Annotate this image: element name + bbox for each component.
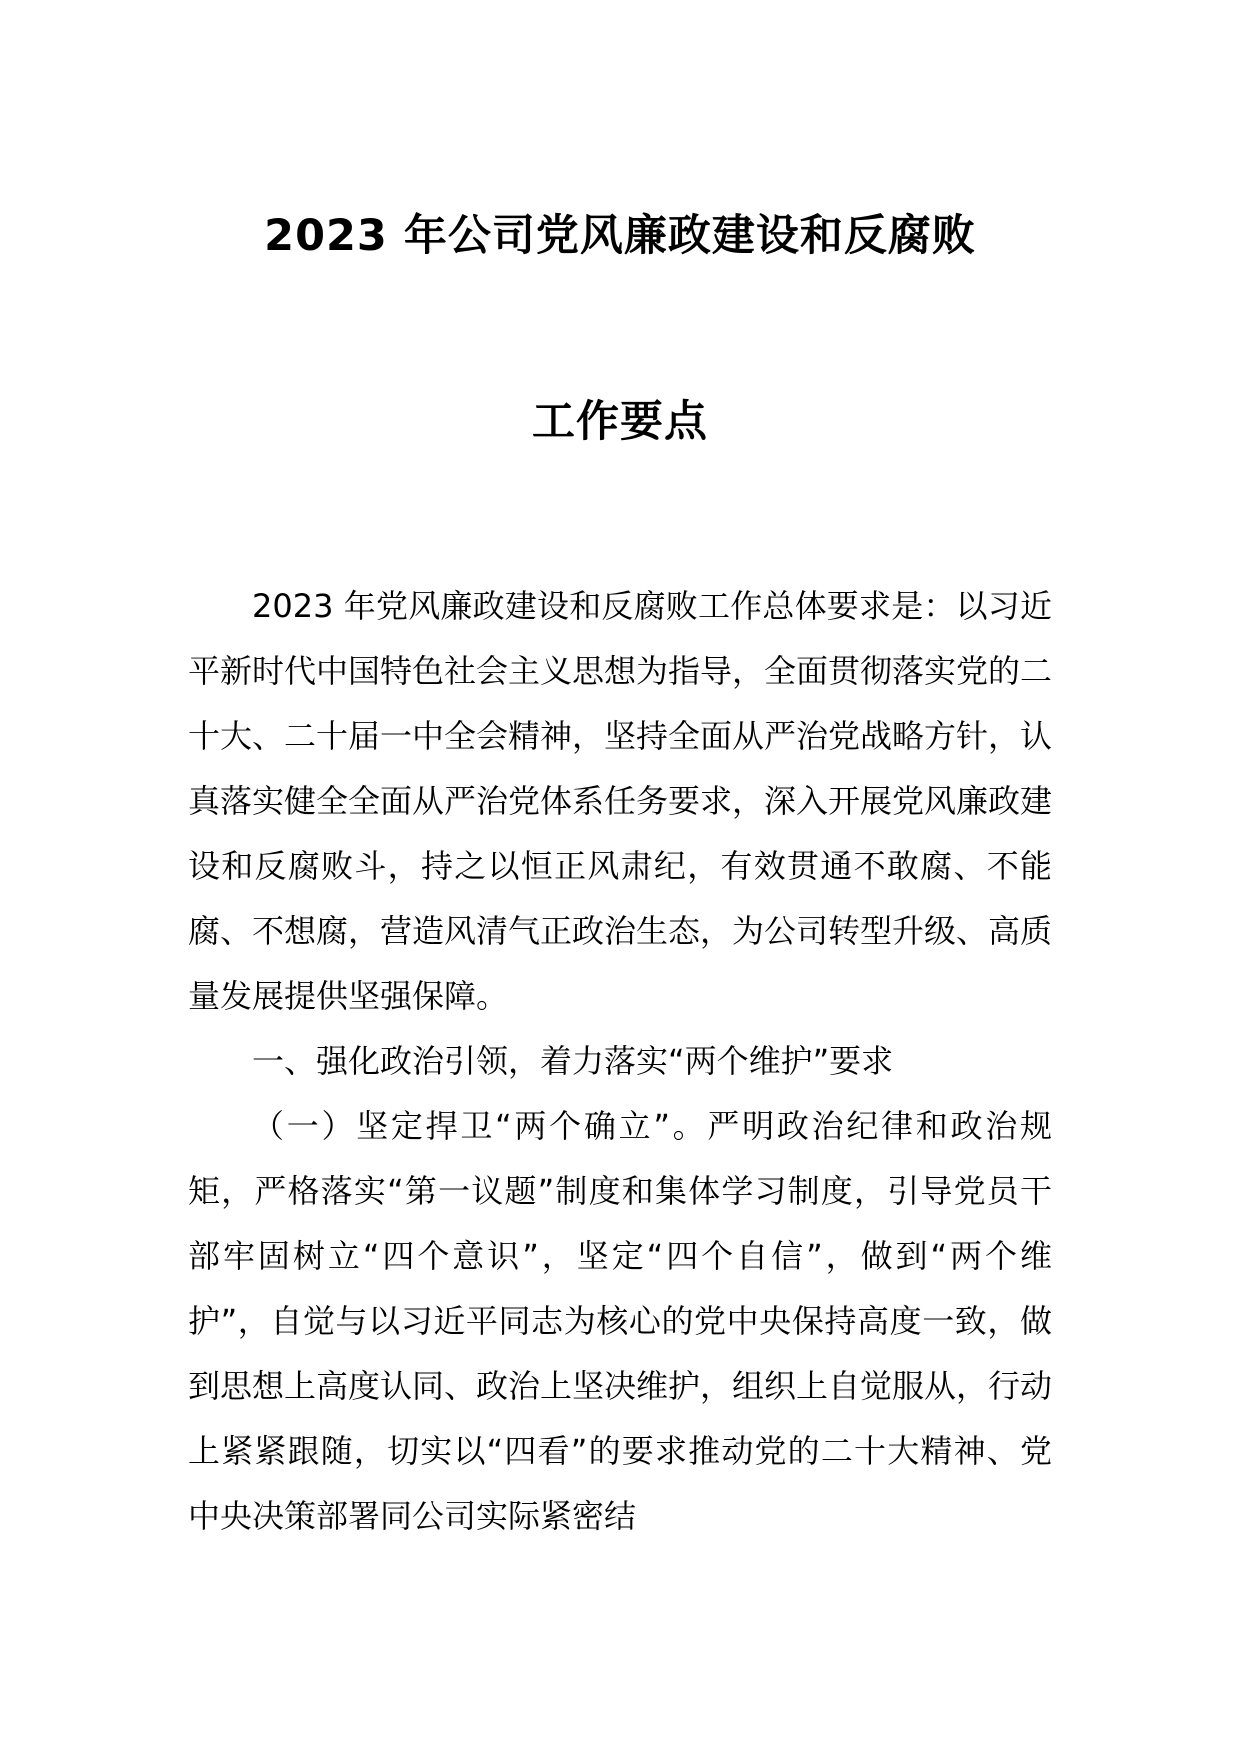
- document-title-line-2: 工作要点: [532, 397, 708, 447]
- paragraph-subsection-1: （一）坚定捍卫“两个确立”。严明政治纪律和政治规矩，严格落实“第一议题”制度和集体学习制度，引导党员干部牢固树立“四个意识”，坚定“四个自信”，做到“两个维护”，自觉与以习近平同志为核心的党中央保持高度一致，做到思想上高度认同、政治上坚决维护，组织上自觉服从，行动上紧紧跟随，切实以“四看”的要求推动党的二十大精神、党中央决策部署同公司实际紧密结: [188, 1107, 1053, 1535]
- document-body: [188, 574, 1052, 1549]
- paragraph-general-requirements: 2023 年党风廉政建设和反腐败工作总体要求是：以习近平新时代中国特色社会主义思想为指导，全面贯彻落实党的二十大、二十届一中全会精神，坚持全面从严治党战略方针，认真落实健全全面从严治党体系任务要求，深入开展党风廉政建设和反腐败斗，持之以恒正风肃纪，有效贯通不敢腐、不能腐、不想腐，营造风清气正政治生态，为公司转型升级、高质量发展提供坚强保障。: [188, 587, 1053, 1015]
- document-title-line-1: 2023 年公司党风廉政建设和反腐败: [264, 211, 976, 261]
- section-heading-1: 一、强化政治引领，着力落实“两个维护”要求: [252, 1042, 894, 1080]
